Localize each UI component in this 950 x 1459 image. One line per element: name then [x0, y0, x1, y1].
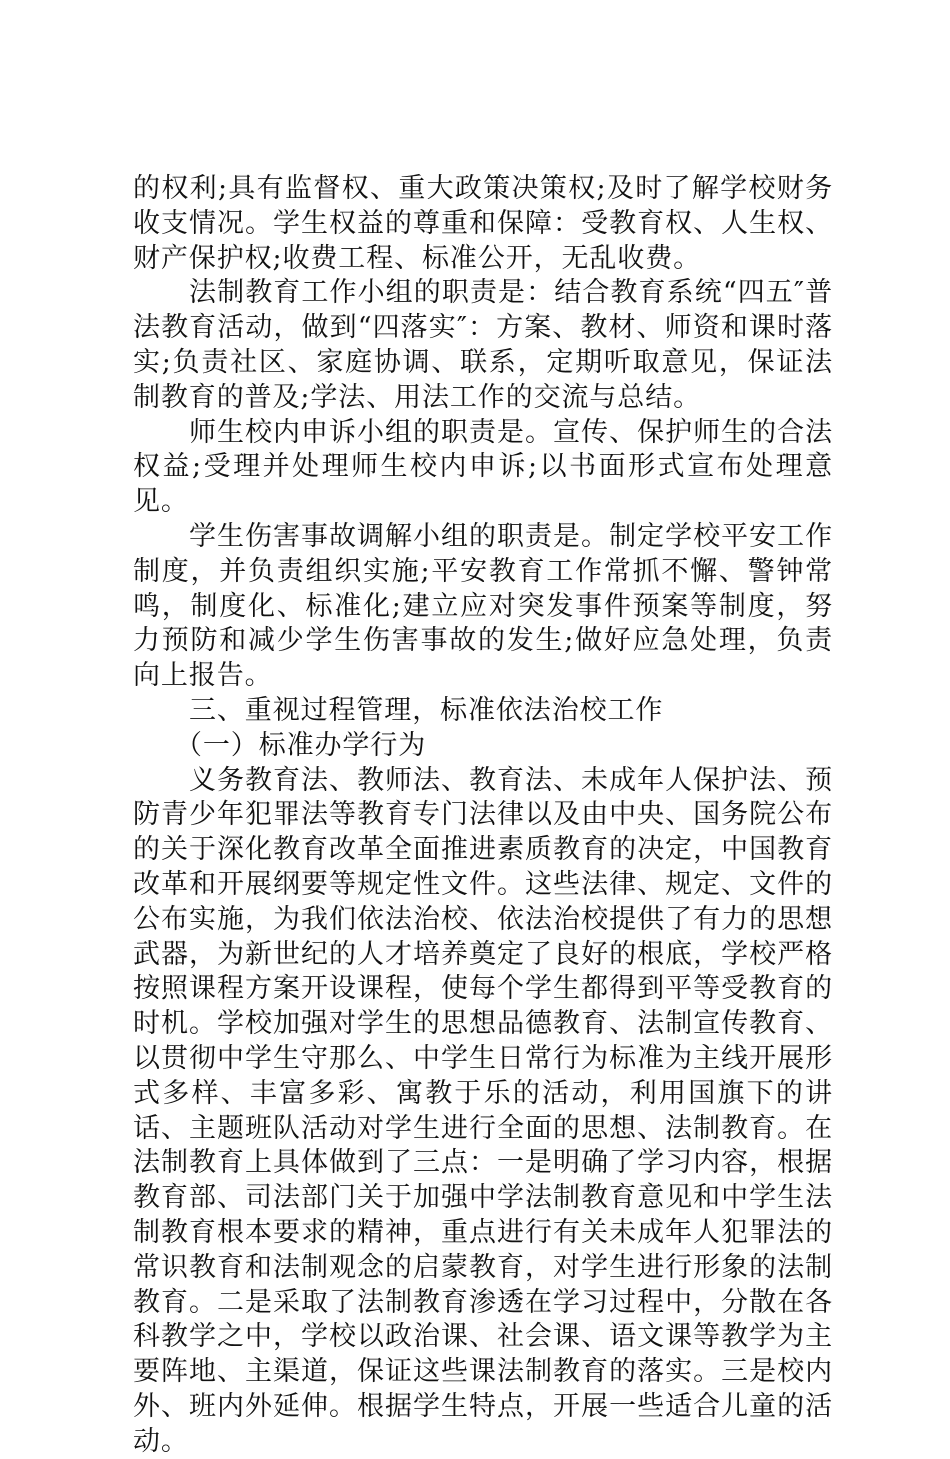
- paragraph-rights-continuation: 的权利;具有监督权、重大政策决策权;及时了解学校财务收支情况。学生权益的尊重和保障：受教育权、人生权、财产保护权;收费工程、标准公开，无乱收费。: [133, 173, 833, 274]
- section-heading-3: 三、重视过程管理，标准依法治校工作: [189, 694, 664, 726]
- paragraph-appeal-group: 师生校内申诉小组的职责是。宣传、保护师生的合法权益;受理并处理师生校内申诉;以书面形式宣布处理意见。: [133, 416, 833, 518]
- subsection-heading-1: （一）标准办学行为: [175, 729, 427, 761]
- paragraph-standard-conduct: 义务教育法、教师法、教育法、未成年人保护法、预防青少年犯罪法等教育专门法律以及由中央、国务院公布的关于深化教育改革全面推进素质教育的决定，中国教育改革和开展纲要等规定性文件。这些法律、规定、文件的公布实施，为我们依法治校、依法治校提供了有力的思想武器，为新世纪的人才培养奠定了良好的根底，学校严格按照课程方案开设课程，使每个学生都得到平等受教育的时机。学校加强对学生的思想品德教育、法制宣传教育、以贯彻中学生守那么、中学生日常行为标准为主线开展形式多样、丰富多彩、寓教于乐的活动，利用国旗下的讲话、主题班队活动对学生进行全面的思想、法制教育。在法制教育上具体做到了三点：一是明确了学习内容，根据教育部、司法部门关于加强中学法制教育意见和中学生法制教育根本要求的精神，重点进行有关未成年人犯罪法的常识教育和法制观念的启蒙教育，对学生进行形象的法制教育。二是采取了法制教育渗透在学习过程中，分散在各科教学之中，学校以政治课、社会课、语文课等教学为主要阵地、主渠道，保证这些课法制教育的落实。三是校内外、班内外延伸。根据学生特点，开展一些适合儿童的活动。: [133, 764, 833, 1457]
- paragraph-injury-mediation-group: 学生伤害事故调解小组的职责是。制定学校平安工作制度，并负责组织实施;平安教育工作常抓不懈、警钟常鸣，制度化、标准化;建立应对突发事件预案等制度，努力预防和减少学生伤害事故的发生;做好应急处理，负责向上报告。: [133, 520, 833, 692]
- document-body: [133, 172, 833, 1459]
- paragraph-legal-education-group: 法制教育工作小组的职责是：结合教育系统“四五″普法教育活动，做到“四落实″：方案、教材、师资和课时落实;负责社区、家庭协调、联系，定期听取意见，保证法制教育的普及;学法、用法工作的交流与总结。: [133, 277, 833, 413]
